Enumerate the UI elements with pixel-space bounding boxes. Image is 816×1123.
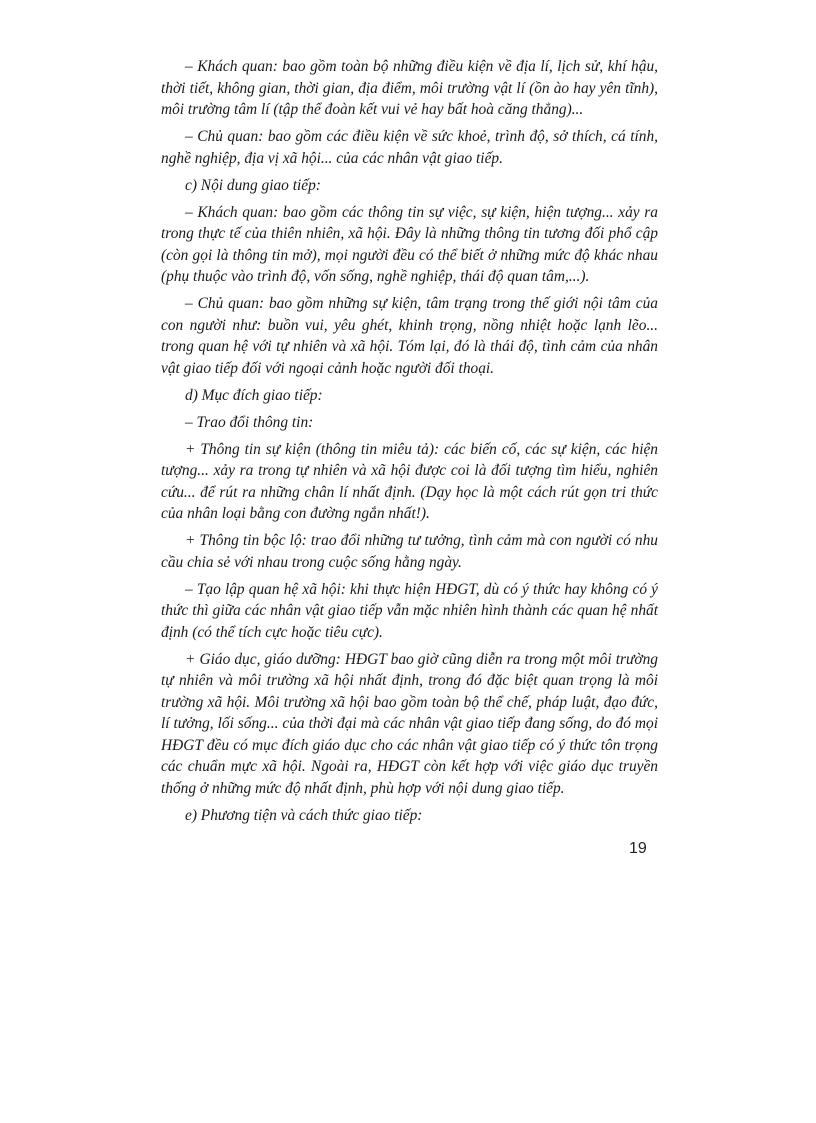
paragraph-objective-context: – Khách quan: bao gồm toàn bộ những điều kiện về địa lí, lịch sử, khí hậu, thời tiết, không gian, thời gian, địa điểm, môi trường vật lí (ồn ào hay yên tĩnh), môi trường tâm lí (tập thể đoàn kết vui vẻ hay bất hoà căng thẳng)...: [161, 58, 658, 118]
heading-means-and-methods: e) Phương tiện và cách thức giao tiếp:: [185, 806, 423, 824]
page-number: 19: [629, 840, 647, 857]
subitem-education: + Giáo dục, giáo dưỡng: HĐGT bao giờ cũng diễn ra trong một môi trường tự nhiên và môi trường xã hội nhất định, trong đó đặc biệt quan trọng là môi trường xã hội. Môi trường xã hội bao gồm toàn bộ thể chế, pháp luật, đạo đức, lí tưởng, lối sống... của thời đại mà các nhân vật giao tiếp đang sống, do đó mọi HĐGT đều có mục đích giáo dục cho các nhân vật giao tiếp có ý thức tôn trọng các chuẩn mực xã hội. Ngoài ra, HĐGT còn kết hợp với việc giáo dục truyền thống ở những mức độ nhất định, phù hợp với nội dung giao tiếp.: [161, 650, 658, 797]
item-social-relations: – Tạo lập quan hệ xã hội: khi thực hiện HĐGT, dù có ý thức hay không có ý thức thì giữa các nhân vật giao tiếp vẫn mặc nhiên hình thành các quan hệ nhất định (có thể tích cực hoặc tiêu cực).: [161, 580, 658, 641]
subitem-event-information: + Thông tin sự kiện (thông tin miêu tả): các biến cố, các sự kiện, các hiện tượng... xảy ra trong tự nhiên và xã hội được coi là đối tượng tìm hiểu, nghiên cứu... để rút ra những chân lí nhất định. (Dạy học là một cách rút gọn tri thức của nhân loại bằng con đường ngắn nhất!).: [161, 440, 658, 522]
page-body: [161, 56, 658, 832]
heading-communication-content: c) Nội dung giao tiếp:: [185, 176, 321, 194]
heading-communication-purpose: d) Mục đích giao tiếp:: [185, 386, 323, 404]
subitem-expressive-information: + Thông tin bộc lộ: trao đổi những tư tưởng, tình cảm mà con người có nhu cầu chia sẻ với nhau trong cuộc sống hằng ngày.: [161, 532, 658, 571]
paragraph-objective-content: – Khách quan: bao gồm các thông tin sự việc, sự kiện, hiện tượng... xảy ra trong thực tế của thiên nhiên, xã hội. Đây là những thông tin tương đối phổ cập (còn gọi là thông tin mở), mọi người đều có thể biết ở những mức độ khác nhau (phụ thuộc vào trình độ, vốn sống, nghề nghiệp, thái độ quan tâm,...).: [161, 203, 658, 285]
paragraph-subjective-context: – Chủ quan: bao gồm các điều kiện về sức khoẻ, trình độ, sở thích, cá tính, nghề nghiệp, địa vị xã hội... của các nhân vật giao tiếp.: [161, 128, 658, 167]
item-information-exchange: – Trao đổi thông tin:: [185, 413, 314, 431]
paragraph-subjective-content: – Chủ quan: bao gồm những sự kiện, tâm trạng trong thế giới nội tâm của con người như: buồn vui, yêu ghét, khinh trọng, nồng nhiệt hoặc lạnh lẽo... trong quan hệ với tự nhiên và xã hội. Tóm lại, đó là thái độ, tình cảm của nhân vật giao tiếp đối với ngoại cảnh hoặc người đối thoại.: [161, 295, 658, 377]
